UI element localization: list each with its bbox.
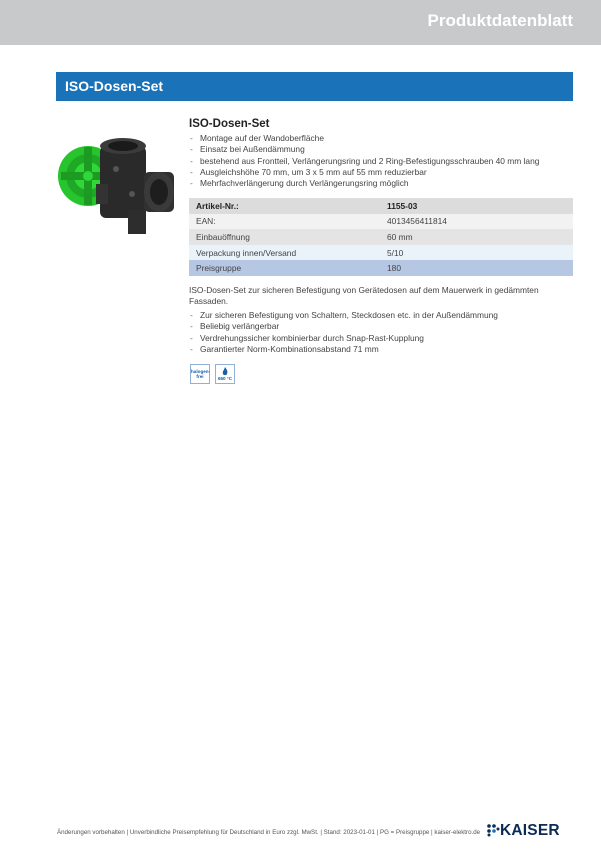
section-title: ISO-Dosen-Set [65,78,164,94]
badge-text: halogen- [191,369,211,374]
spec-row-packaging [189,245,573,261]
spec-row-ean [189,214,573,230]
spec-label: Artikel-Nr.: [189,198,380,214]
document-type-title: Produktdatenblatt [427,11,573,30]
benefit-item: - Verdrehungssicher kombinierbar durch Snap-Rast-Kupplung [189,333,498,344]
badge-text: frei [196,374,204,379]
spec-value: 1155-03 [380,198,573,214]
logo-dots-icon [486,823,500,837]
halogen-free-icon [190,364,210,384]
spec-label: EAN: [189,214,380,230]
benefit-list [189,310,498,355]
spec-value: 60 mm [380,229,573,245]
feature-item: - bestehend aus Frontteil, Verlängerungsring und 2 Ring-Befestigungsschrauben 40 mm lang [189,156,539,167]
feature-item: - Einsatz bei Außendämmung [189,144,539,155]
spec-table [189,198,573,276]
feature-item: - Montage auf der Wandoberfläche [189,133,539,144]
glow-wire-650-icon [215,364,235,384]
feature-item: - Ausgleichshöhe 70 mm, um 3 x 5 mm auf 55 mm reduzierbar [189,167,539,178]
spec-row-article-number [189,198,573,214]
header-bar [0,0,601,45]
logo-text: KAISER [500,822,560,839]
product-image [58,124,180,236]
spec-value: 5/10 [380,245,573,261]
black-box-body [96,138,174,234]
benefit-item: - Zur sicheren Befestigung von Schaltern, Steckdosen etc. in der Außendämmung [189,310,498,321]
badge-text: 650 °C [217,376,233,381]
product-description: ISO-Dosen-Set zur sicheren Befestigung von Gerätedosen auf dem Mauerwerk in gedämmten Fassaden. [189,285,539,307]
section-title-bar [56,72,573,101]
spec-label: Einbauöffnung [189,229,380,245]
spec-value: 180 [380,260,573,276]
spec-value: 4013456411814 [380,214,573,230]
benefit-item: - Beliebig verlängerbar [189,321,498,332]
product-title: ISO-Dosen-Set [189,118,270,130]
spec-label: Verpackung innen/Versand [189,245,380,261]
footer-text: Änderungen vorbehalten | Unverbindliche Preisempfehlung für Deutschland in Euro zzgl. MwSt. | Stand: 2023-01-01 | PG = Preisgruppe | kaiser-elektro.de [57,829,481,836]
benefit-item: - Garantierter Norm-Kombinationsabstand 71 mm [189,344,498,355]
feature-list [189,133,539,189]
spec-row-price-group [189,260,573,276]
feature-item: - Mehrfachverlängerung durch Verlängerungsring möglich [189,178,539,189]
spec-label: Preisgruppe [189,260,380,276]
spec-row-opening [189,229,573,245]
kaiser-logo [486,822,576,838]
